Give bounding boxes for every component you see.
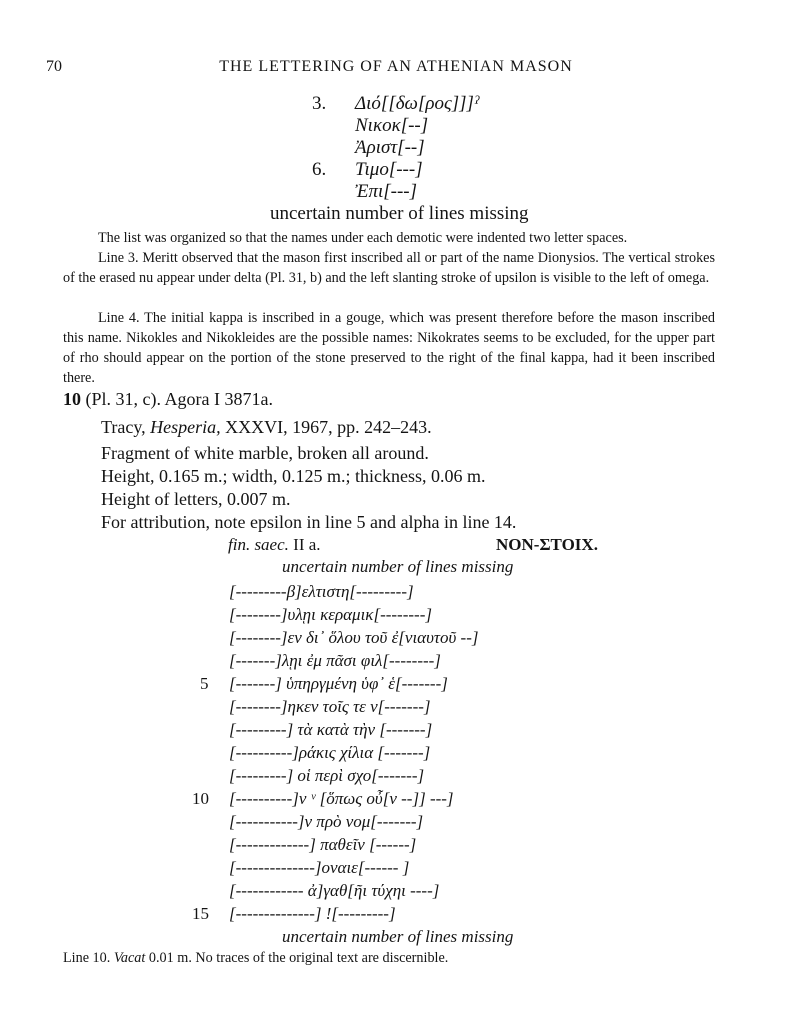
inscription-line: [------------ ἀ]γαθ[ῆι τύχηι ----] — [229, 881, 440, 900]
inscription-line: [---------β]ελτιστη[---------] — [229, 582, 414, 601]
inscription-line: [-------------] παθεῖν [------] — [229, 835, 417, 854]
commentary-paragraph: The list was organized so that the names under each demotic were indented two letter spaces. — [98, 230, 628, 246]
greek-name-line: Διό[[δω[ρος]]]ˀ — [355, 93, 480, 114]
lines-missing-bottom: uncertain number of lines missing — [282, 927, 514, 946]
inscription-line: [--------------]οναιε[------ ] — [229, 858, 410, 877]
entry-reference: Tracy, Hesperia, XXXVI, 1967, pp. 242–243. — [101, 417, 432, 437]
inscription-line: [----------]ν ᵛ [ὅπως οὖ[ν --]] ---] — [229, 789, 454, 808]
entry-heading — [63, 389, 273, 410]
running-title: THE LETTERING OF AN ATHENIAN MASON — [219, 58, 573, 75]
entry-number: 10 — [63, 389, 81, 409]
greek-name-line: Τιμο[---] — [355, 159, 423, 180]
footnote: Line 10. Vacat 0.01 m. No traces of the original text are discernible. — [63, 950, 449, 966]
inscription-line: [-------] ὑπηργμένη ὑφ᾽ ἑ[-------] — [229, 674, 448, 693]
inscription-line: [--------------] ![---------] — [229, 904, 396, 923]
line-number: 3. — [312, 93, 327, 114]
inscription-line-number: 5 — [200, 674, 209, 693]
line-number: 6. — [312, 159, 327, 180]
commentary-paragraph: Line 3. Meritt observed that the mason first inscribed all or part of the name Dionysios. The vertical strokes of the erased nu appear under delta (Pl. 31, b) and the left slanting stroke of upsilon is visible to the left of omega. — [63, 250, 715, 286]
entry-description-line: Height, 0.165 m.; width, 0.125 m.; thickness, 0.06 m. — [101, 466, 486, 486]
inscription-line: [--------]εν δι᾽ ὅλου τοῦ ἐ[νιαυτοῦ --] — [229, 628, 479, 647]
greek-name-line: Νικοκ[--] — [355, 115, 429, 136]
inscription-line: [--------]υλῃι κεραμικ[--------] — [229, 605, 432, 624]
inscription-date: fin. saec. II a. — [228, 535, 321, 554]
greek-name-line: Ἐπι[---] — [355, 181, 418, 202]
inscription-line: [--------]ηκεν τοῖς τε ν[-------] — [229, 697, 431, 716]
greek-name-line: Ἀριστ[--] — [355, 137, 425, 158]
inscription-line: [---------] τὰ κατὰ τὴν [-------] — [229, 720, 433, 739]
commentary-paragraph: Line 4. The initial kappa is inscribed in a gouge, which was present therefore before the mason inscribed this name. Nikokles and Nikokleides are the possible names: Nikokrates seems to be excluded, for the upper part of rho should appear on the portion of the stone preserved to the right of the final kappa, had it been inscribed there. — [63, 310, 715, 386]
entry-title: (Pl. 31, c). Agora I 3871a. — [85, 389, 273, 409]
inscription-line: [-----------]ν πρὸ νομ[-------] — [229, 812, 424, 831]
inscription-line: [----------]ράκις χίλια [-------] — [229, 743, 431, 762]
entry-description-line: For attribution, note epsilon in line 5 and alpha in line 14. — [101, 512, 517, 532]
inscription-line: [---------] οἱ περὶ σχο[-------] — [229, 766, 425, 785]
inscription-style: NON-ΣΤΟΙΧ. — [496, 535, 598, 554]
lines-missing-top: uncertain number of lines missing — [282, 557, 514, 576]
inscription-line: [-------]λῃι ἐμ πᾶσι φιλ[--------] — [229, 651, 441, 670]
entry-description-line: Fragment of white marble, broken all around. — [101, 443, 429, 463]
inscription-line-number: 15 — [192, 904, 209, 923]
lines-missing-note: uncertain number of lines missing — [270, 203, 529, 224]
inscription-line-number: 10 — [192, 789, 209, 808]
entry-description-line: Height of letters, 0.007 m. — [101, 489, 291, 509]
page-number: 70 — [46, 58, 62, 75]
